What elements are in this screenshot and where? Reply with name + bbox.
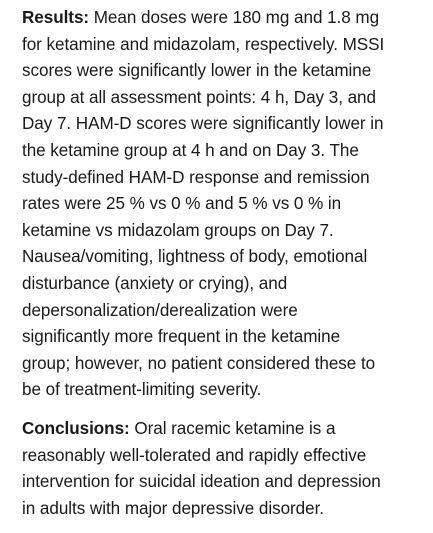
results-line-5: Day 7. HAM-D scores were significantly lower in xyxy=(22,114,384,134)
results-heading: Results: xyxy=(22,8,90,27)
conclusions-heading: Conclusions: xyxy=(22,418,130,438)
results-line-9: ketamine vs midazolam groups on Day 7. xyxy=(22,220,334,240)
results-line-10: Nausea/vomiting, lightness of body, emotional xyxy=(22,247,368,267)
results-paragraph xyxy=(22,5,422,404)
results-line-8: rates were 25 % vs 0 % and 5 % vs 0 % in xyxy=(22,194,342,214)
results-line-7: study-defined HAM-D response and remission xyxy=(22,167,370,187)
abstract-text xyxy=(22,5,422,522)
conclusions-line-4: in adults with major depressive disorder. xyxy=(22,498,324,518)
results-line-4: group at all assessment points: 4 h, Day 3, and xyxy=(22,87,376,107)
results-line-15: be of treatment-limiting severity. xyxy=(22,380,262,400)
conclusions-line-2: reasonably well-tolerated and rapidly effective xyxy=(22,445,367,465)
results-line-12: depersonalization/derealization were xyxy=(22,300,298,320)
conclusions-line-1 xyxy=(22,416,422,443)
results-line-6: the ketamine group at 4 h and on Day 3. The xyxy=(22,140,359,160)
results-line-13: significantly more frequent in the ketamine xyxy=(22,327,341,347)
results-line-14: group; however, no patient considered these to xyxy=(22,353,376,373)
results-line-2: for ketamine and midazolam, respectively. MSSI xyxy=(22,34,385,54)
conclusions-line-3: intervention for suicidal ideation and depression xyxy=(22,472,381,492)
conclusions-paragraph xyxy=(22,416,422,522)
results-line-11: disturbance (anxiety or crying), and xyxy=(22,273,288,293)
conclusions-line-1-text: Oral racemic ketamine is a xyxy=(129,418,336,438)
results-line-1 xyxy=(22,5,422,32)
results-line-3: scores were significantly lower in the ketamine xyxy=(22,61,372,81)
results-line-1-text: Mean doses were 180 mg and 1.8 mg xyxy=(89,8,380,27)
